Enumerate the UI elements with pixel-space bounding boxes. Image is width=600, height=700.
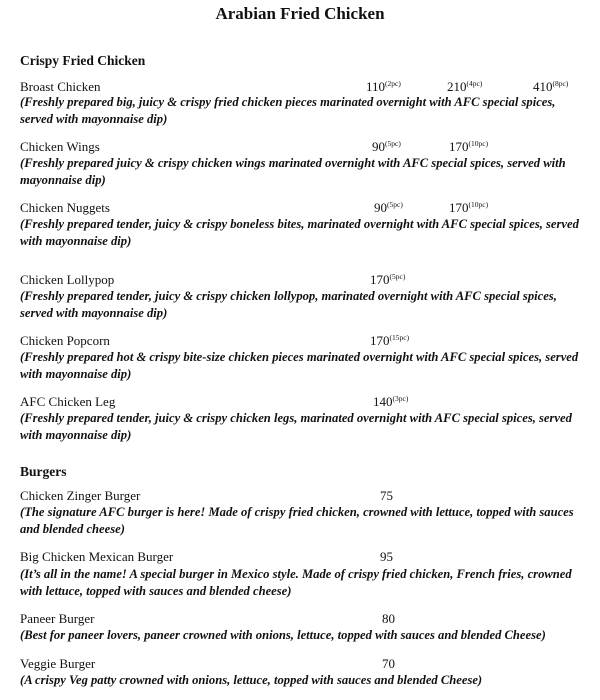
price-value: 95	[380, 549, 393, 564]
price-unit: (3pc)	[392, 394, 409, 403]
item-name-chicken-zinger-burger: Chicken Zinger Burger	[20, 488, 141, 503]
item-description-chicken-lollypop: (Freshly prepared tender, juicy & crispy chicken lollypop, marinated overnight with AFC special spices, served with mayonnaise dip)	[20, 289, 557, 320]
menu-title: Arabian Fried Chicken	[215, 4, 385, 23]
section-heading-burgers: Burgers	[20, 464, 67, 479]
item-description-big-chicken-mexican-burger: (It’s all in the name! A special burger in Mexico style. Made of crispy fried chicken, French fries, crowned with lettuce, topped with sauces and blended cheese)	[20, 567, 572, 598]
item-name-veggie-burger: Veggie Burger	[20, 656, 96, 671]
price-value: 75	[380, 488, 393, 503]
price-afc-chicken-leg-3pc	[373, 394, 408, 410]
item-description-veggie-burger: (A crispy Veg patty crowned with onions, lettuce, topped with sauces and blended Cheese)	[20, 673, 483, 687]
item-description-paneer-burger: (Best for paneer lovers, paneer crowned with onions, lettuce, topped with sauces and blended Cheese)	[20, 628, 546, 642]
price-chicken-zinger-burger	[380, 488, 393, 504]
price-value: 80	[382, 611, 395, 626]
price-broast-chicken-8pc	[533, 79, 568, 95]
price-chicken-nuggets-10pc	[449, 200, 488, 216]
price-unit: (4pc)	[466, 79, 483, 88]
price-big-chicken-mexican-burger	[380, 549, 393, 565]
price-unit: (8pc)	[552, 79, 569, 88]
price-value: 170	[370, 333, 390, 348]
price-unit: (15pc)	[389, 333, 410, 342]
section-heading-crispy-fried-chicken: Crispy Fried Chicken	[20, 53, 146, 68]
price-broast-chicken-2pc	[366, 79, 401, 95]
price-chicken-lollypop-5pc	[370, 272, 405, 288]
price-value: 170	[449, 200, 469, 215]
item-name-chicken-wings: Chicken Wings	[20, 139, 100, 154]
price-paneer-burger	[382, 611, 395, 627]
item-description-broast-chicken: (Freshly prepared big, juicy & crispy fried chicken pieces marinated overnight with AFC special spices, served with mayonnaise dip)	[20, 95, 556, 126]
price-unit: (10pc)	[468, 200, 489, 209]
item-name-broast-chicken: Broast Chicken	[20, 79, 101, 94]
item-name-chicken-popcorn: Chicken Popcorn	[20, 333, 110, 348]
item-description-chicken-nuggets: (Freshly prepared tender, juicy & crispy boneless bites, marinated overnight with AFC special spices, served with mayonnaise dip)	[20, 217, 579, 248]
price-value: 410	[533, 79, 553, 94]
price-unit: (5pc)	[389, 272, 406, 281]
item-name-paneer-burger: Paneer Burger	[20, 611, 95, 626]
price-veggie-burger	[382, 656, 395, 672]
item-description-afc-chicken-leg: (Freshly prepared tender, juicy & crispy chicken legs, marinated overnight with AFC special spices, served with mayonnaise dip)	[20, 411, 572, 442]
price-value: 170	[449, 139, 469, 154]
price-value: 170	[370, 272, 390, 287]
price-unit: (2pc)	[385, 79, 401, 88]
price-value: 90	[374, 200, 387, 215]
price-value: 70	[382, 656, 395, 671]
price-value: 140	[373, 394, 393, 409]
price-value: 110	[366, 79, 386, 94]
price-chicken-wings-10pc	[449, 139, 488, 155]
item-description-chicken-wings: (Freshly prepared juicy & crispy chicken wings marinated overnight with AFC special spices, served with mayonnaise dip)	[20, 156, 566, 187]
item-description-chicken-zinger-burger: (The signature AFC burger is here! Made of crispy fried chicken, crowned with lettuce, topped with sauces and blended cheese)	[20, 505, 574, 536]
price-unit: (10pc)	[468, 139, 489, 148]
item-name-chicken-nuggets: Chicken Nuggets	[20, 200, 110, 215]
price-value: 90	[372, 139, 385, 154]
item-name-chicken-lollypop: Chicken Lollypop	[20, 272, 115, 287]
price-unit: (5pc)	[387, 200, 403, 209]
item-description-chicken-popcorn: (Freshly prepared hot & crispy bite-size chicken pieces marinated overnight with AFC special spices, served with mayonnaise dip)	[20, 350, 579, 381]
price-chicken-nuggets-5pc	[374, 200, 403, 216]
item-name-afc-chicken-leg: AFC Chicken Leg	[20, 394, 116, 409]
price-chicken-popcorn-15pc	[370, 333, 409, 349]
price-broast-chicken-4pc	[447, 79, 482, 95]
price-unit: (5pc)	[385, 139, 401, 148]
item-name-big-chicken-mexican-burger: Big Chicken Mexican Burger	[20, 549, 174, 564]
price-value: 210	[447, 79, 467, 94]
price-chicken-wings-5pc	[372, 139, 401, 155]
